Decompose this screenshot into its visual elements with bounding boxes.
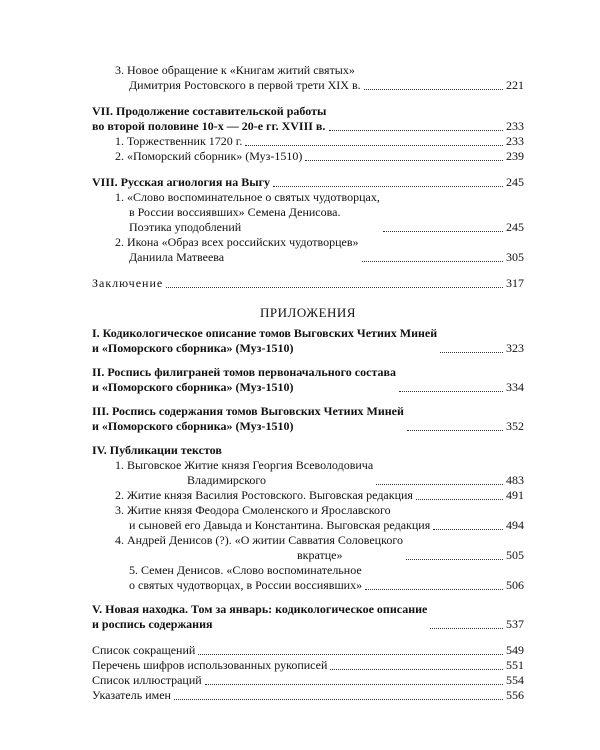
toc-entry-title: 3. Житие князя Феодора Смоленского и Ярославского: [115, 503, 391, 517]
dot-leader: [376, 483, 503, 485]
dot-leader: [330, 668, 503, 670]
toc-page-number: 483: [506, 473, 524, 487]
toc-entry-title: во второй половине 10-х — 20-е гг. XVIII в.: [92, 119, 326, 133]
toc-entry-title: 1. Торжественник 1720 г.: [115, 134, 243, 148]
toc-entry-title: Владимирского: [187, 473, 267, 487]
toc-entry-app4-sec3: [92, 503, 524, 533]
toc-entry-ch8-sec2: [92, 235, 524, 265]
toc-entry-title: 1. «Слово воспоминательное о святых чудотворцах,: [115, 190, 380, 204]
dot-leader: [205, 683, 503, 685]
toc-entry-title: и «Поморского сборника» (Муз-1510): [92, 380, 294, 394]
toc-page-number: 239: [506, 149, 524, 163]
toc-entry-title: Список сокращений: [92, 643, 196, 657]
toc-entry-title: и «Поморского сборника» (Муз-1510): [92, 341, 294, 355]
toc-entry-title: 2. Житие князя Василия Ростовского. Выговская редакция: [115, 488, 413, 502]
toc-page-number: 245: [506, 220, 524, 234]
toc-entry-app4-sec4: [92, 533, 524, 563]
toc-entry-appendix-5: [92, 602, 524, 632]
toc-entry-appendix-4: [92, 443, 524, 458]
toc-entry-title: и роспись содержания: [92, 617, 213, 631]
dot-leader: [329, 129, 503, 131]
toc-page-number: 305: [506, 250, 524, 264]
toc-entry-appendix-2: [92, 365, 524, 395]
toc-entry-title: 3. Новое обращение к «Книгам житий святых»: [115, 63, 355, 77]
toc-entry-chapter-7: [92, 104, 524, 134]
toc-entry-title: вкратце»: [297, 548, 343, 562]
dot-leader: [433, 528, 503, 530]
dot-leader: [399, 390, 503, 392]
toc-entry-appendix-3: [92, 404, 524, 434]
toc-entry-title: Даниила Матвеева: [129, 250, 225, 264]
appendix-heading: ПРИЛОЖЕНИЯ: [260, 305, 356, 320]
toc-entry-ch7-sec1: [92, 134, 524, 149]
toc-page-number: 245: [506, 175, 524, 189]
toc-page-number: 491: [506, 488, 524, 502]
toc-page-number: 556: [506, 688, 524, 702]
toc-entry-name-index: [92, 688, 524, 703]
toc-entry-title: Список иллюстраций: [92, 673, 202, 687]
dot-leader: [430, 627, 503, 629]
toc-entry-title: Перечень шифров использованных рукописей: [92, 658, 328, 672]
dot-leader: [364, 88, 503, 90]
table-of-contents: [92, 63, 524, 703]
toc-entry-manuscripts: [92, 658, 524, 673]
toc-page-number: 549: [506, 643, 524, 657]
toc-entry-title: VII. Продолжение составительской работы: [92, 104, 327, 118]
toc-page-number: 233: [506, 134, 524, 148]
toc-page-number: 334: [506, 380, 524, 394]
toc-page-number: 551: [506, 658, 524, 672]
toc-page-number: 494: [506, 518, 524, 532]
toc-entry-app4-sec1: [92, 458, 524, 488]
toc-page-number: 506: [506, 578, 524, 592]
toc-page-number: 537: [506, 617, 524, 631]
dot-leader: [416, 498, 503, 500]
dot-leader: [166, 286, 503, 288]
toc-page-number: 323: [506, 341, 524, 355]
dot-leader: [365, 588, 503, 590]
dot-leader: [198, 653, 503, 655]
toc-page-number: 505: [506, 548, 524, 562]
toc-page-number: 317: [506, 276, 524, 290]
toc-entry-title: Заключение: [92, 276, 164, 290]
toc-entry-title: 5. Семен Денисов. «Слово воспоминательное: [129, 563, 362, 577]
toc-entry-title: Поэтика уподоблений: [129, 220, 242, 234]
toc-entry-title: и «Поморского сборника» (Муз-1510): [92, 419, 294, 433]
toc-entry-ch8-sec1: [92, 190, 524, 235]
toc-entry-title: I. Кодикологическое описание томов Выговских Четиих Миней: [92, 326, 438, 340]
toc-entry-title: Указатель имен: [92, 688, 171, 702]
toc-entry-app4-sec5: [92, 563, 524, 593]
toc-page-number: 352: [506, 419, 524, 433]
toc-page-number: 554: [506, 673, 524, 687]
toc-entry-abbreviations: [92, 643, 524, 658]
dot-leader: [273, 185, 503, 187]
toc-page-number: 221: [506, 78, 524, 92]
toc-entry-title: Димитрия Ростовского в первой трети XIX в.: [129, 78, 361, 92]
toc-entry-conclusion: [92, 276, 524, 291]
dot-leader: [383, 230, 503, 232]
dot-leader: [440, 351, 503, 353]
toc-entry-title: 2. Икона «Образ всех российских чудотворцев»: [115, 235, 359, 249]
toc-entry-appendix-1: [92, 326, 524, 356]
dot-leader: [245, 144, 503, 146]
toc-entry-title: II. Роспись филиграней томов первоначального состава: [92, 365, 396, 379]
dot-leader: [305, 159, 503, 161]
dot-leader: [174, 698, 503, 700]
toc-entry-app4-sec2: [92, 488, 524, 503]
toc-entry-ch7-sec2: [92, 149, 524, 164]
toc-entry-title: IV. Публикации текстов: [92, 443, 222, 457]
toc-entry-title: V. Новая находка. Том за январь: кодикологическое описание: [92, 602, 428, 616]
toc-entry-title: III. Роспись содержания томов Выговских Четиих Миней: [92, 404, 404, 418]
toc-page-number: 233: [506, 119, 524, 133]
dot-leader: [406, 558, 503, 560]
toc-entry-title: о святых чудотворцах, в России воссиявших»: [129, 578, 363, 592]
toc-entry-title: 2. «Поморский сборник» (Муз-1510): [115, 149, 303, 163]
toc-entry-chapter-8: [92, 175, 524, 190]
dot-leader: [407, 429, 503, 431]
toc-entry-ch6-sec3: [92, 63, 524, 93]
toc-entry-title: VIII. Русская агиология на Выгу: [92, 175, 271, 189]
toc-entry-title: 4. Андрей Денисов (?). «О житии Савватия Соловецкого: [115, 533, 403, 547]
toc-entry-title: в России воссиявших» Семена Денисова.: [129, 205, 341, 219]
toc-entry-title: и сыновей его Давыда и Константина. Выговская редакция: [129, 518, 431, 532]
dot-leader: [362, 260, 503, 262]
toc-entry-title: 1. Выговское Житие князя Георгия Всеволодовича: [115, 458, 374, 472]
toc-entry-illustrations: [92, 673, 524, 688]
